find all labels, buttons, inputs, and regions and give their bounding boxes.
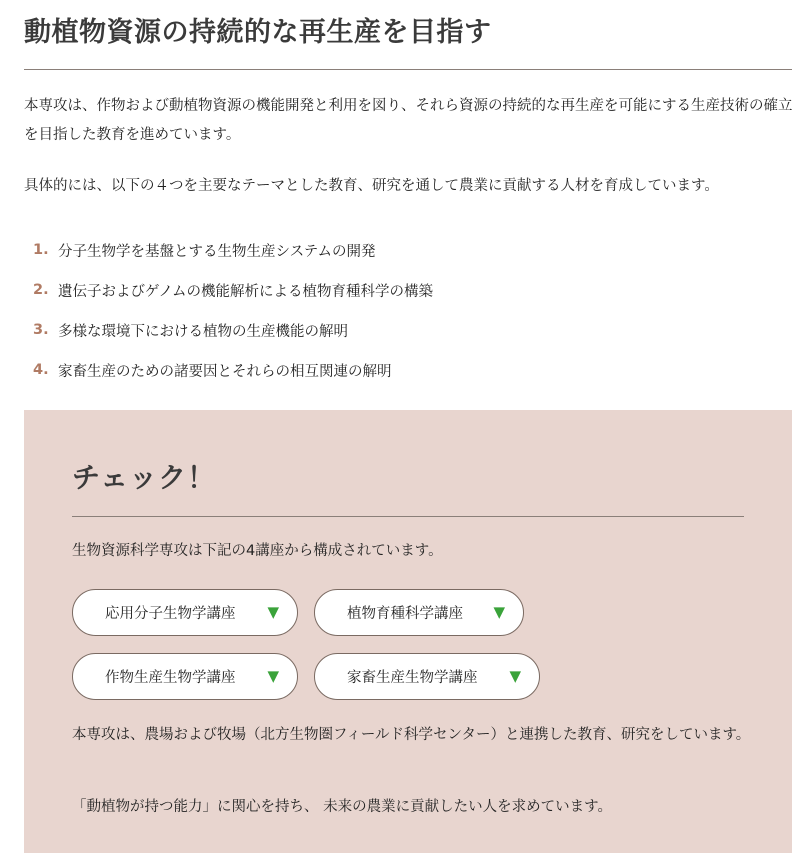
courses-lead-text: 生物資源科学専攻は下記の4講座から構成されています。: [72, 543, 443, 559]
check-panel: [24, 410, 792, 853]
check-panel-title: チェック！: [72, 461, 217, 494]
check-panel-divider: [72, 516, 744, 517]
list-item-text: 分子生物学を基盤とする生物生産システムの開発: [58, 243, 376, 260]
intro-paragraph: 本専攻は、作物および動植物資源の機能開発と利用を図り、それら資源の持続的な再生産を可能にする生産技術の確立を目指した教育を進めています。: [24, 98, 793, 143]
title-divider: [24, 69, 792, 70]
course-button-label: 家畜生産生物学講座: [347, 670, 478, 686]
list-item: [24, 230, 784, 270]
list-item-text: 遺伝子およびゲノムの機能解析による植物育種科学の構築: [58, 283, 433, 300]
list-item-number: 1.: [33, 242, 49, 258]
course-button-label: 植物育種科学講座: [347, 606, 463, 622]
triangle-down-icon: ▼: [267, 667, 279, 685]
triangle-down-icon: ▼: [493, 603, 505, 621]
course-button-applied-molecular-biology[interactable]: [72, 589, 298, 636]
triangle-down-icon: ▼: [509, 667, 521, 685]
list-item-number: 4.: [33, 362, 49, 378]
themes-list: [24, 230, 784, 390]
course-button-crop-production[interactable]: [72, 653, 298, 700]
list-item-number: 2.: [33, 282, 49, 298]
list-item-text: 家畜生産のための諸要因とそれらの相互関連の解明: [58, 363, 392, 380]
themes-lead-paragraph: 具体的には、以下の４つを主要なテーマとした教育、研究を通して農業に貢献する人材を育成しています。: [24, 178, 719, 194]
list-item-text: 多様な環境下における植物の生産機能の解明: [58, 323, 348, 340]
course-button-plant-breeding[interactable]: [314, 589, 524, 636]
page-title: 動植物資源の持続的な再生産を目指す: [24, 17, 492, 48]
closing-text: 「動植物が持つ能力」に関心を持ち、 未来の農業に貢献したい人を求めています。: [72, 799, 612, 815]
list-item: [24, 270, 784, 310]
list-item: [24, 310, 784, 350]
triangle-down-icon: ▼: [267, 603, 279, 621]
list-item: [24, 350, 784, 390]
course-button-label: 作物生産生物学講座: [105, 670, 236, 686]
course-button-animal-production[interactable]: [314, 653, 540, 700]
collaboration-text: 本専攻は、農場および牧場（北方生物圏フィールド科学センター）と連携した教育、研究をしています。: [72, 727, 751, 743]
list-item-number: 3.: [33, 322, 49, 338]
course-button-label: 応用分子生物学講座: [105, 606, 236, 622]
